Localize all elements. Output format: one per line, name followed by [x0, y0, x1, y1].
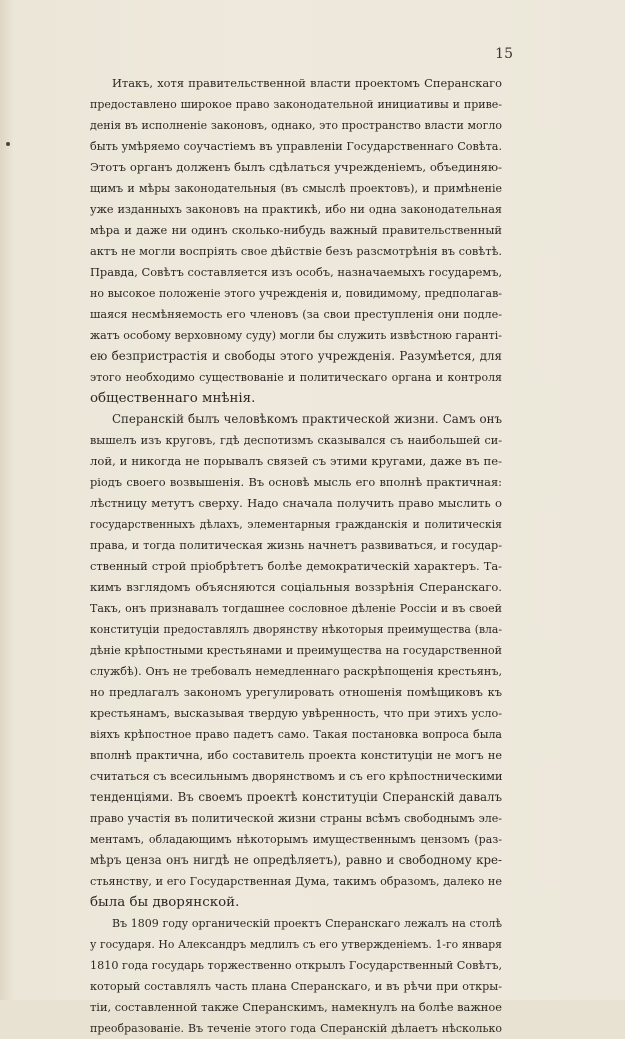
text-line: предоставлено широкое право законодательной инициативы и приве-	[90, 98, 502, 111]
text-line: жатъ особому верховному суду) могли бы служить извѣстною гаранті-	[90, 329, 502, 342]
text-line: у государя. Но Александръ медлилъ съ его утвержденіемъ. 1-го января	[90, 938, 502, 951]
text-line: ріодъ своего возвышенія. Въ основѣ мысль его вполнѣ практичная:	[90, 475, 502, 489]
text-line: государственныхъ дѣлахъ, элементарныя гражданскія и политическія	[90, 518, 502, 531]
text-line: Правда, Совѣтъ составляется изъ особъ, назначаемыхъ государемъ,	[90, 265, 502, 279]
page-number: 15	[495, 46, 513, 62]
text-line: быть умѣряемо соучастіемъ въ управленіи Государственнаго Совѣта.	[90, 140, 502, 153]
paragraph-3	[90, 913, 502, 1039]
paragraph-2	[90, 409, 502, 913]
text-line: дѣніе крѣпостными крестьянами и преимущества на государственной	[90, 644, 502, 657]
text-line: Въ 1809 году органическій проектъ Сперанскаго лежалъ на столѣ	[112, 917, 502, 930]
paragraph-1	[90, 73, 502, 409]
text-line: актъ не могли воспріять свое дѣйствіе безъ разсмотрѣнія въ совѣтѣ.	[90, 244, 502, 258]
text-line: считаться съ всесильнымъ дворянствомъ и съ его крѣпостническими	[90, 770, 502, 783]
text-line: но предлагалъ закономъ урегулировать отношенія помѣщиковъ къ	[90, 685, 502, 699]
text-line: но высокое положеніе этого учрежденія и, повидимому, предполагав-	[90, 287, 502, 300]
text-line: Итакъ, хотя правительственной власти проектомъ Сперанскаго	[112, 76, 502, 90]
text-line: кимъ взглядомъ объясняются соціальныя воззрѣнія Сперанскаго.	[90, 580, 502, 594]
text-line: службѣ). Онъ не требовалъ немедленнаго раскрѣпощенія крестьянъ,	[90, 665, 502, 678]
text-line: общественнаго мнѣнія.	[90, 391, 256, 406]
text-line: лой, и никогда не порывалъ связей съ этими кругами, даже въ пе-	[90, 454, 502, 468]
text-body	[90, 73, 502, 1039]
text-line: ственный строй пріобрѣтетъ болѣе демократическій характеръ. Та-	[90, 559, 502, 573]
text-line: денія въ исполненіе законовъ, однако, это пространство власти могло	[90, 119, 502, 132]
text-line: была бы дворянской.	[90, 895, 240, 910]
margin-dot	[6, 142, 10, 146]
text-line: стьянству, и его Государственная Дума, такимъ образомъ, далеко не	[90, 875, 502, 888]
text-line: 1810 года государь торжественно открылъ Государственный Совѣтъ,	[90, 959, 502, 972]
text-line: ментамъ, обладающимъ нѣкоторымъ имущественнымъ цензомъ (раз-	[90, 833, 502, 846]
text-line: право участія въ политической жизни страны всѣмъ свободнымъ эле-	[90, 812, 502, 825]
text-line: мѣра и даже ни одинъ сколько-нибудь важный правительственный	[90, 223, 502, 237]
text-line: Сперанскій былъ человѣкомъ практической жизни. Самъ онъ	[112, 412, 502, 426]
text-line: лѣстницу метутъ сверху. Надо сначала получить право мыслить о	[90, 496, 502, 510]
text-line: тіи, составленной также Сперанскимъ, намекнулъ на болѣе важное	[90, 1000, 502, 1014]
text-line: вполнѣ практична, ибо составитель проекта конституціи не могъ не	[90, 749, 502, 762]
text-line: права, и тогда политическая жизнь начнетъ развиваться, и государ-	[90, 539, 502, 552]
text-line: тенденціями. Въ своемъ проектѣ конституціи Сперанскій давалъ	[90, 790, 502, 804]
text-line: ею безпристрастія и свободы этого учрежденія. Разумѣется, для	[90, 349, 502, 363]
text-line: Такъ, онъ признавалъ тогдашнее сословное дѣленіе Россіи и въ своей	[90, 602, 502, 615]
text-line: этого необходимо существованіе и политическаго органа и контроля	[90, 371, 502, 384]
text-line: Этотъ органъ долженъ былъ сдѣлаться учрежденіемъ, объединяю-	[90, 160, 502, 174]
text-line: преобразованіе. Въ теченіе этого года Сперанскій дѣлаетъ нѣсколько	[90, 1022, 502, 1035]
text-line: мѣръ ценза онъ нигдѣ не опредѣляетъ), равно и свободному кре-	[90, 853, 502, 867]
text-line: вышелъ изъ круговъ, гдѣ деспотизмъ сказывался съ наибольшей си-	[90, 434, 502, 447]
text-line: крестьянамъ, высказывая твердую увѣренность, что при этихъ усло-	[90, 707, 502, 720]
text-line: уже изданныхъ законовъ на практикѣ, ибо ни одна законодательная	[90, 203, 502, 216]
text-line: конституціи предоставлялъ дворянству нѣкоторыя преимущества (вла-	[90, 623, 502, 636]
text-line: шаяся несмѣняемость его членовъ (за свои преступленія они подле-	[90, 308, 502, 321]
text-line: который составлялъ часть плана Сперанскаго, и въ рѣчи при откры-	[90, 980, 502, 993]
text-line: щимъ и мѣры законодательныя (въ смыслѣ проектовъ), и примѣненіе	[90, 182, 502, 195]
text-line: віяхъ крѣпостное право падетъ само. Такая постановка вопроса была	[90, 728, 502, 741]
